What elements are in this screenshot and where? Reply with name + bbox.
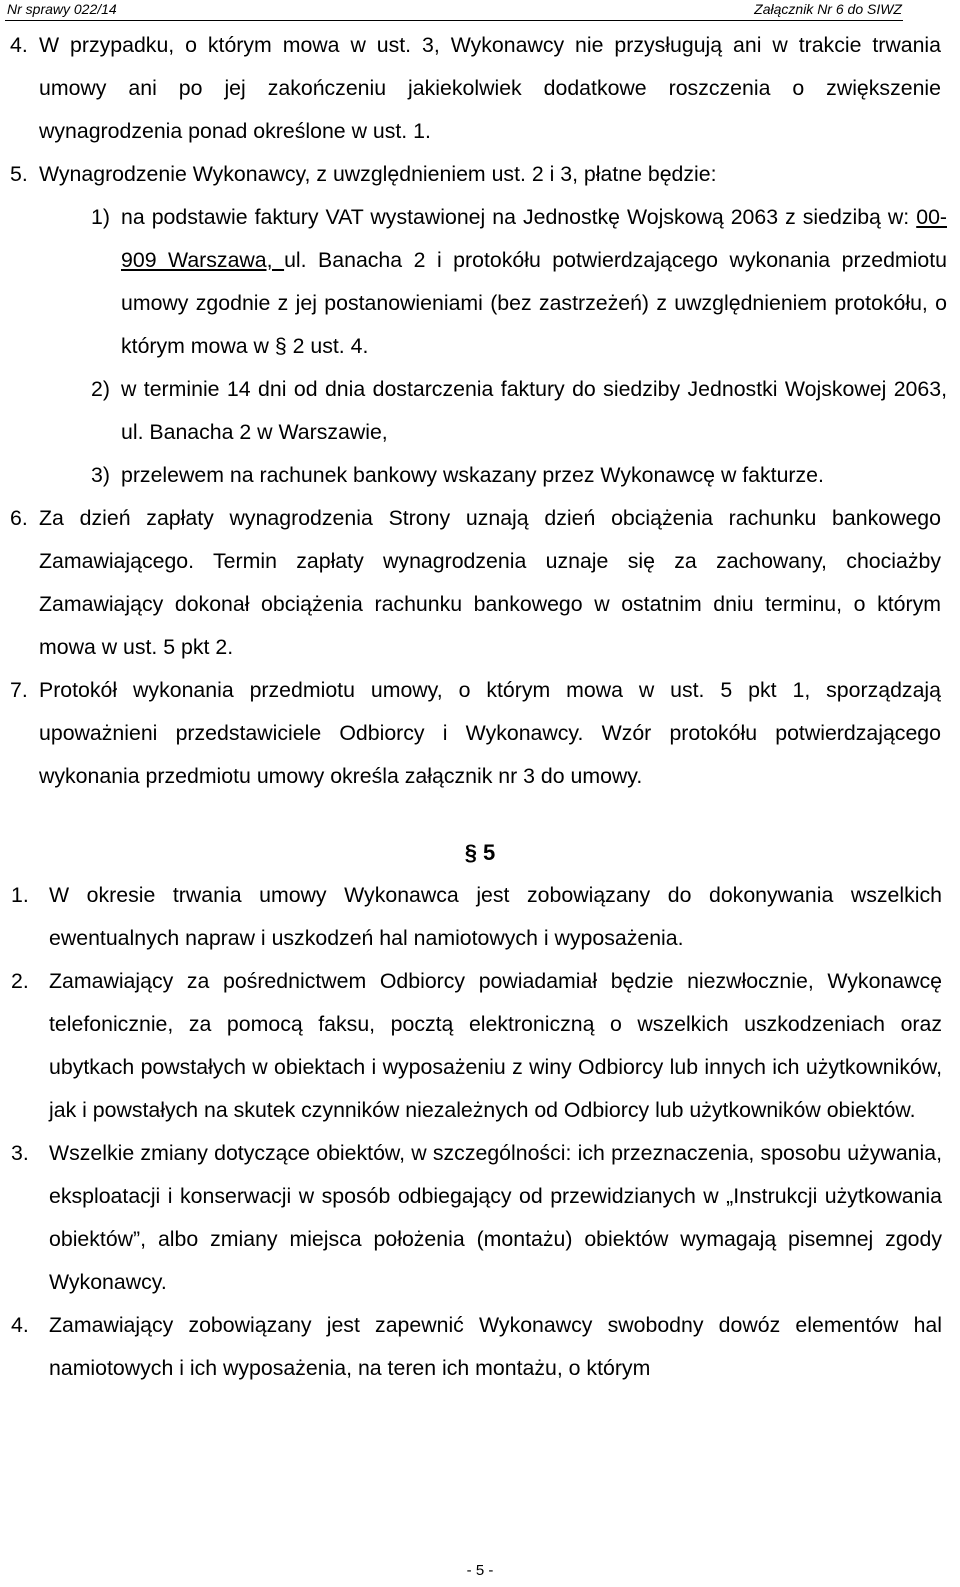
underlined-address: 00-909 Warszawa,: [121, 205, 947, 272]
document-body: [0, 24, 960, 1390]
paragraph-6: [10, 497, 941, 669]
item-number: 2): [91, 377, 110, 401]
paragraph-text: W przypadku, o którym mowa w ust. 3, Wykonawcy nie przysługują ani w trakcie trwania umowy ani po jej zakończeniu jakiekolwiek dodatkowe roszczenia o zwiększenie wynagrodzenia ponad określone w ust. 1.: [39, 33, 941, 143]
paragraph-text: Wszelkie zmiany dotyczące obiektów, w szczególności: ich przeznaczenia, sposobu używania, eksploatacji i konserwacji w sposób odbiegający od przewidzianych w „Instrukcji użytkowania obiektów”, albo zmiany miejsca położenia (montażu) obiektów wymagają pisemnej zgody Wykonawcy.: [49, 1141, 942, 1294]
paragraph-number: 3.: [11, 1141, 29, 1165]
paragraph-7: [10, 669, 941, 798]
paragraph-text: Protokół wykonania przedmiotu umowy, o którym mowa w ust. 5 pkt 1, sporządzają upoważnieni przedstawiciele Odbiorcy i Wykonawcy. Wzór protokółu potwierdzającego wykonania przedmiotu umowy określa załącznik nr 3 do umowy.: [39, 678, 941, 788]
section-5-paragraph-1: [11, 874, 942, 960]
item-number: 3): [91, 463, 110, 487]
item-number: 1): [91, 205, 110, 229]
item-text: w terminie 14 dni od dnia dostarczenia faktury do siedziby Jednostki Wojskowej 2063, ul. Banacha 2 w Warszawie,: [121, 377, 947, 444]
paragraph-text: Zamawiający za pośrednictwem Odbiorcy powiadamiał będzie niezwłocznie, Wykonawcę telefonicznie, za pomocą faksu, pocztą elektroniczną o wszelkich uszkodzeniach oraz ubytkach powstałych w obiektach i wyposażeniu z winy Odbiorcy lub innych ich użytkowników, jak i powstałych na skutek czynników niezależnych od Odbiorcy lub użytkowników obiektów.: [49, 969, 942, 1122]
paragraph-5-item-3: [91, 454, 947, 497]
section-title: § 5: [464, 840, 496, 865]
paragraph-5: [10, 153, 941, 196]
paragraph-5-item-2: [91, 368, 947, 454]
page-header: [0, 0, 960, 24]
section-5-paragraph-4: [11, 1304, 942, 1390]
case-number: Nr sprawy 022/14: [7, 1, 117, 17]
item-text-end: ul. Banacha 2 i protokółu potwierdzającego wykonania przedmiotu umowy zgodnie z jej postanowieniami (bez zastrzeżeń) z uwzględnieniem protokółu, o którym mowa w § 2 ust. 4.: [121, 248, 947, 358]
paragraph-number: 5.: [10, 162, 28, 186]
paragraph-number: 4.: [10, 33, 28, 57]
paragraph-number: 2.: [11, 969, 29, 993]
item-text-start: na podstawie faktury VAT wystawionej na Jednostkę Wojskową 2063 z siedzibą w:: [121, 205, 917, 229]
paragraph-4: [10, 24, 941, 153]
item-text: przelewem na rachunek bankowy wskazany przez Wykonawcę w fakturze.: [121, 463, 824, 487]
section-5-paragraph-2: [11, 960, 942, 1132]
paragraph-5-item-1: [91, 196, 947, 368]
paragraph-text: Za dzień zapłaty wynagrodzenia Strony uznają dzień obciążenia rachunku bankowego Zamawiającego. Termin zapłaty wynagrodzenia uznaje się za zachowany, chociażby Zamawiający dokonał obciążenia rachunku bankowego w ostatnim dniu terminu, o którym mowa w ust. 5 pkt 2.: [39, 506, 941, 659]
header-rule: [5, 20, 903, 21]
paragraph-number: 4.: [11, 1313, 29, 1337]
paragraph-text: Wynagrodzenie Wykonawcy, z uwzględnieniem ust. 2 i 3, płatne będzie:: [39, 162, 717, 186]
paragraph-text: Zamawiający zobowiązany jest zapewnić Wykonawcy swobodny dowóz elementów hal namiotowych i ich wyposażenia, na teren ich montażu, o którym: [49, 1313, 942, 1380]
attachment-label: Załącznik Nr 6 do SIWZ: [754, 1, 902, 17]
paragraph-number: 1.: [11, 883, 29, 907]
paragraph-number: 7.: [10, 678, 28, 702]
paragraph-number: 6.: [10, 506, 28, 530]
section-5-paragraph-3: [11, 1132, 942, 1304]
page-number: - 5 -: [466, 1562, 494, 1579]
paragraph-text: W okresie trwania umowy Wykonawca jest zobowiązany do dokonywania wszelkich ewentualnych napraw i uszkodzeń hal namiotowych i wyposażenia.: [49, 883, 942, 950]
